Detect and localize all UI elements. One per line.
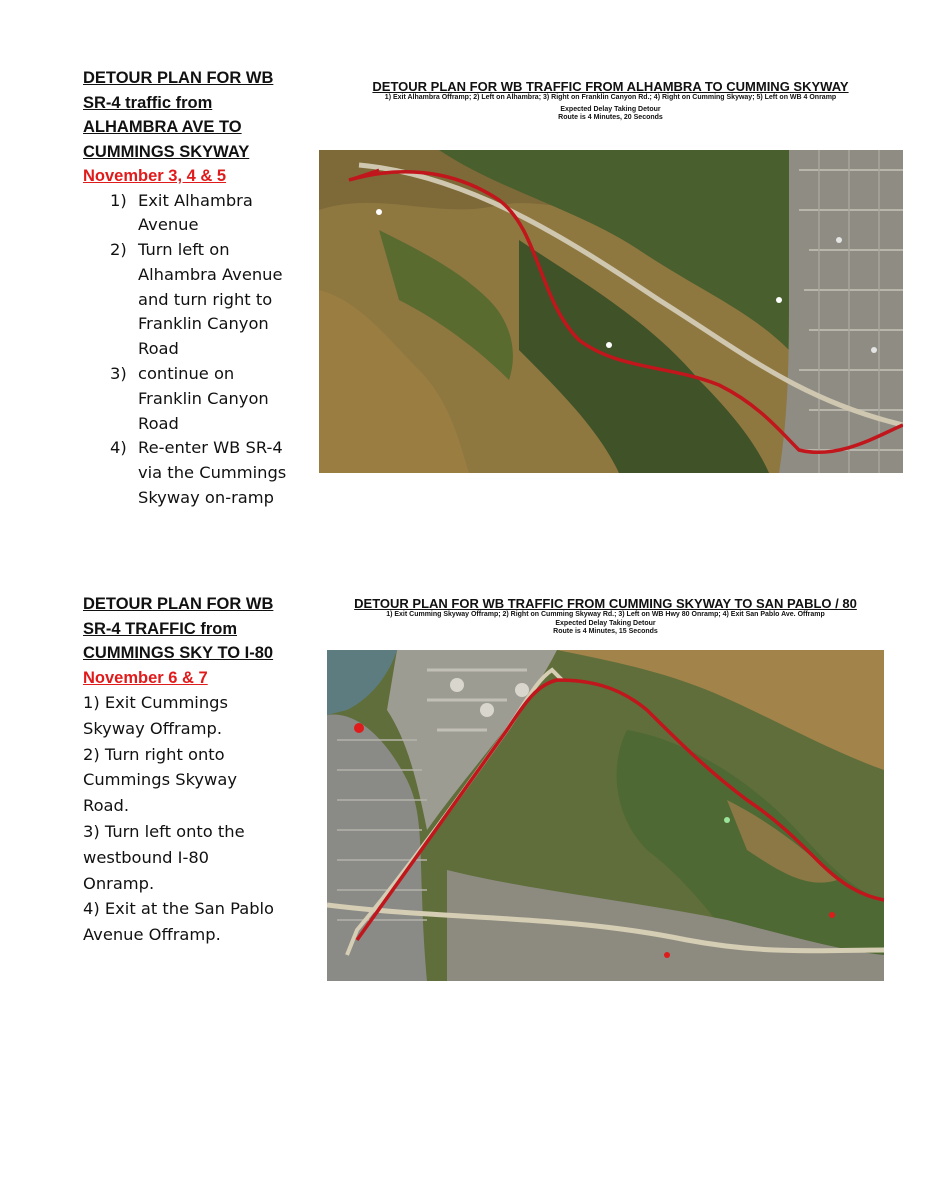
section2-heading-line: DETOUR PLAN FOR WB	[83, 595, 274, 613]
step-number: 4)	[110, 438, 127, 458]
section2-steps	[83, 690, 298, 948]
map-delay-label: Expected Delay Taking Detour	[560, 105, 661, 113]
step-number: 1)	[110, 190, 127, 210]
section1-map-header	[318, 80, 903, 123]
section2-heading-line: SR-4 TRAFFIC from	[83, 619, 237, 638]
step-line: and turn right to	[138, 289, 273, 309]
step-line: Avenue	[138, 215, 199, 235]
list-item: 1) Exit Cummings	[83, 693, 228, 712]
satellite-map-image	[327, 650, 884, 981]
list-item: westbound I-80	[83, 847, 210, 867]
section1-dates: November 3, 4 & 5	[83, 167, 227, 185]
section2-satellite-map	[327, 650, 884, 981]
section1-heading-line: CUMMINGS SKYWAY	[83, 142, 250, 161]
list-item: Skyway Offramp.	[83, 718, 222, 738]
map-route-time: Route is 4 Minutes, 20 Seconds	[558, 114, 663, 121]
step-line: Skyway on-ramp	[138, 488, 274, 508]
step-line: Franklin Canyon	[138, 314, 269, 334]
step-line: Exit Alhambra	[138, 190, 253, 210]
map-route-time: Route is 4 Minutes, 15 Seconds	[553, 628, 658, 635]
list-item	[83, 362, 298, 436]
step-line: Road	[138, 339, 179, 359]
step-line: Road	[138, 413, 179, 433]
step-line: Alhambra Avenue	[138, 264, 283, 284]
list-item	[83, 238, 298, 362]
step-line: continue on	[138, 364, 235, 384]
section1-satellite-map	[319, 150, 903, 473]
section2-map-header	[327, 597, 884, 637]
section2-heading-line: CUMMINGS SKY TO I-80	[83, 644, 274, 662]
section1-heading-line: ALHAMBRA AVE TO	[83, 118, 242, 136]
section1-heading-line: DETOUR PLAN FOR WB	[83, 69, 274, 87]
map-subtitle: 1) Exit Alhambra Offramp; 2) Left on Alhambra; 3) Right on Franklin Canyon Rd.; 4) Right on Cumming Skyway; 5) Left on WB 4 Onramp	[384, 94, 837, 101]
list-item: Road.	[83, 796, 130, 816]
list-item: 2) Turn right onto	[83, 744, 225, 764]
step-line: Franklin Canyon	[138, 388, 269, 408]
list-item	[83, 189, 298, 239]
list-item: 4) Exit at the San Pablo	[83, 899, 275, 919]
list-item	[83, 436, 298, 510]
list-item: 3) Turn left onto the	[83, 821, 245, 841]
list-item: Cummings Skyway	[83, 770, 237, 790]
section1-heading-line: SR-4 traffic from	[83, 93, 213, 112]
map-title: DETOUR PLAN FOR WB TRAFFIC FROM ALHAMBRA TO CUMMING SKYWAY	[372, 79, 849, 94]
satellite-map-image	[319, 150, 903, 473]
section1-steps	[83, 189, 298, 511]
map-subtitle: 1) Exit Cumming Skyway Offramp; 2) Right on Cumming Skyway Rd.; 3) Left on WB Hwy 80 Onramp; 4) Exit San Pablo Ave. Offramp	[386, 611, 825, 618]
step-number: 2)	[110, 240, 127, 260]
map-delay-label: Expected Delay Taking Detour	[555, 619, 656, 627]
step-number: 3)	[110, 364, 127, 384]
list-item: Avenue Offramp.	[83, 925, 221, 945]
section1-text	[83, 66, 298, 511]
map-title: DETOUR PLAN FOR WB TRAFFIC FROM CUMMING SKYWAY TO SAN PABLO / 80	[354, 596, 857, 611]
step-line: Turn left on	[138, 240, 230, 260]
step-line: Re-enter WB SR-4	[138, 438, 283, 458]
list-item: Onramp.	[83, 873, 155, 893]
step-line: via the Cummings	[138, 463, 287, 483]
section2-dates: November 6 & 7	[83, 668, 208, 687]
section2-text	[83, 592, 298, 948]
